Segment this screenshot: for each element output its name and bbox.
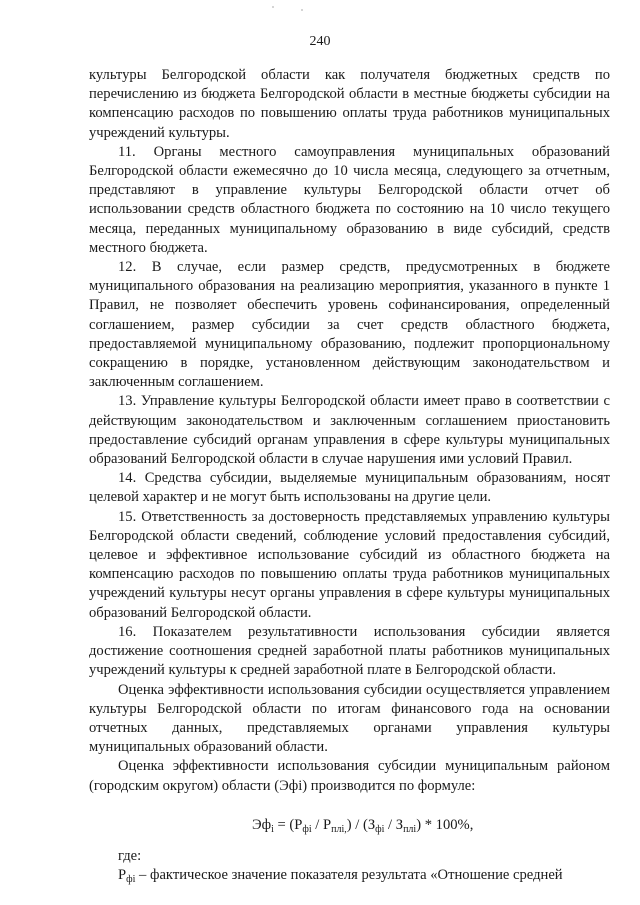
scan-speck <box>272 6 274 8</box>
paragraph-15: 15. Ответственность за достоверность представляемых управлению культуры Белгородской области сведений, соблюдение условий предоставления субсидий, целевое и эффективное использование субсидий из областного бюджета на компенсацию расходов по повышению оплаты труда работников муниципальных учреждений культуры несут органы управления в сфере культуры муниципальных образований Белгородской области. <box>89 508 610 621</box>
page-number: 240 <box>309 34 331 49</box>
scan-speck <box>301 9 303 11</box>
paragraph-formula-intro: Оценка эффективности использования субсидии муниципальным районом (городским округом) области (Эфi) производится по формуле: <box>89 758 610 794</box>
paragraph-13: 13. Управление культуры Белгородской области имеет право в соответствии с действующим законодательством и заключенным соглашением приостановить предоставление субсидий органам управления в сфере культуры муниципальных образований Белгородской области в случае нарушения ими условий Правил. <box>89 393 610 468</box>
paragraph-16: 16. Показателем результативности использования субсидии является достижение соотношения средней заработной платы работников муниципальных учреждений культуры к средней заработной плате в Белгородской области. <box>89 623 610 679</box>
where-label: где: <box>118 847 142 864</box>
document-body <box>89 66 610 889</box>
paragraph-continuation: культуры Белгородской области как получателя бюджетных средств по перечислению из бюджета Белгородской области в местные бюджеты субсидии на компенсацию расходов по повышению оплаты труда работников муниципальных учреждений культуры. <box>89 67 610 141</box>
efficiency-formula: $Эф_i = (Р_{фi} / Р_{плi,}) / (З_{фi} / З_{плi}) * 100\%$, <box>252 816 474 835</box>
definition-line: $Р_{фi}$ – фактическое значение показателя результата «Отношение средней <box>118 867 563 886</box>
paragraph-11: 11. Органы местного самоуправления муниципальных образований Белгородской области ежемесячно до 10 числа месяца, следующего за отчетным, представляют в управление культуры Белгородской области отчет об использовании средств областного бюджета по состоянию на 10 число текущего месяца, переданных муниципальному образованию в виде субсидий, средств местного бюджета. <box>89 143 610 256</box>
paragraph-evaluation: Оценка эффективности использования субсидии осуществляется управлением культуры Белгородской области по итогам финансового года на основании отчетных данных, представляемых органами управления культуры муниципальных образований области. <box>89 681 610 756</box>
paragraph-14: 14. Средства субсидии, выделяемые муниципальным образованиям, носят целевой характер и не могут быть использованы на другие цели. <box>89 470 610 506</box>
paragraph-12: 12. В случае, если размер средств, предусмотренных в бюджете муниципального образования на реализацию мероприятия, указанного в пункте 1 Правил, не позволяет обеспечить уровень софинансирования, определенный соглашением, размер субсидии за счет средств областного бюджета, предоставляемой муниципальному образованию, подлежит пропорциональному сокращению в порядке, установленном действующим законодательством и заключенным соглашением. <box>89 259 610 391</box>
